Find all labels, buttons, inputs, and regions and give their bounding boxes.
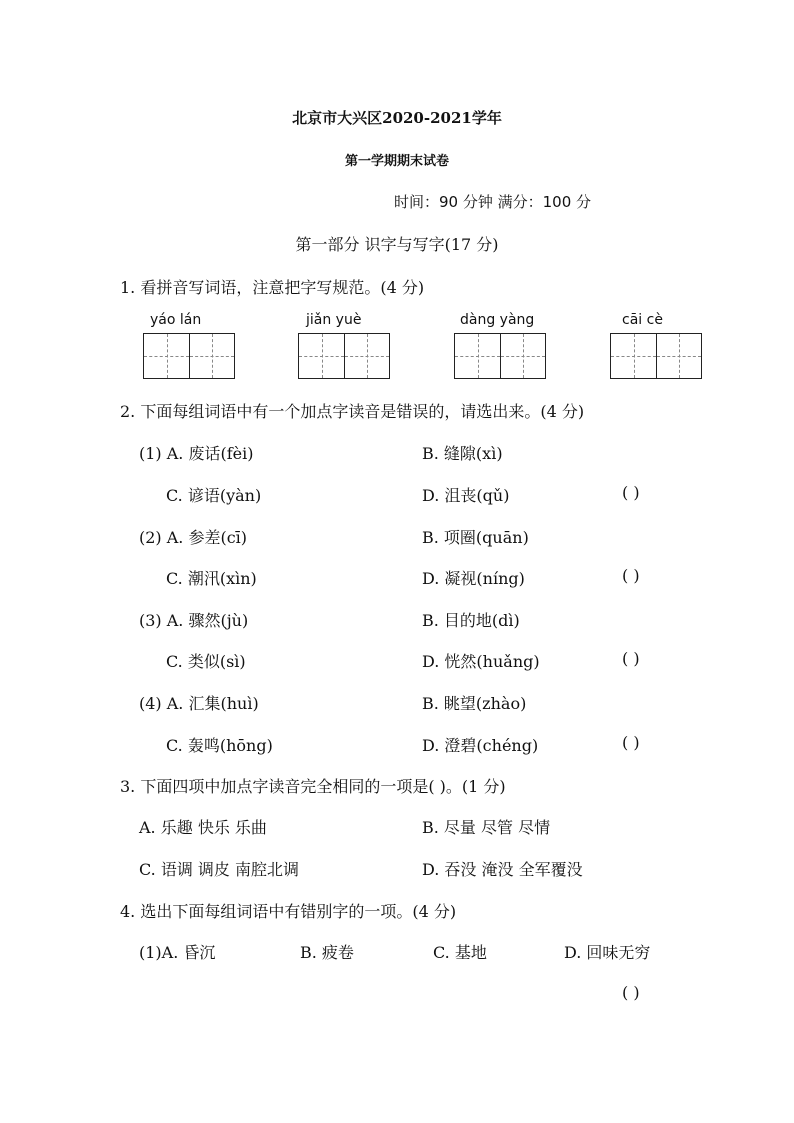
grid-cell[interactable] [500, 334, 545, 378]
option-a: A. 乐趣 快乐 乐曲 [139, 818, 267, 837]
option-d: D. 凝视(níng) [422, 569, 525, 588]
section-heading: 第一部分 识字与写字(17 分) [295, 235, 499, 254]
question-4-stem: 4. 选出下面每组词语中有错别字的一项。(4 分) [120, 902, 457, 921]
page-subtitle: 第一学期期末试卷 [344, 154, 449, 169]
writing-grid[interactable] [610, 333, 702, 379]
grid-cell[interactable] [611, 334, 656, 378]
option-c: C. 语调 调皮 南腔北调 [139, 860, 300, 879]
option-b: B. 缝隙(xì) [422, 444, 503, 463]
pinyin-label: dàng yàng [460, 312, 535, 328]
writing-grid[interactable] [454, 333, 546, 379]
option-d: D. 吞没 淹没 全军覆没 [422, 860, 583, 879]
option-b: B. 眺望(zhào) [422, 694, 527, 713]
grid-cell[interactable] [144, 334, 189, 378]
option-c: C. 基地 [433, 943, 487, 962]
option-b: B. 疲卷 [300, 943, 354, 962]
question-2-stem: 2. 下面每组词语中有一个加点字读音是错误的，请选出来。(4 分) [120, 402, 585, 421]
question-3-stem: 3. 下面四项中加点字读音完全相同的一项是( )。(1 分) [120, 777, 506, 796]
option-a: (1) A. 废话(fèi) [139, 444, 254, 463]
grid-cell[interactable] [189, 334, 234, 378]
option-c: C. 轰鸣(hōng) [166, 736, 273, 755]
option-a: (1)A. 昏沉 [139, 943, 216, 962]
option-c: C. 潮汛(xìn) [166, 569, 257, 588]
exam-meta: 时间：90 分钟 满分：100 分 [394, 193, 592, 211]
pinyin-label: yáo lán [150, 312, 202, 328]
answer-blank[interactable]: ( ) [622, 483, 640, 502]
answer-blank[interactable]: ( ) [622, 566, 640, 585]
option-c: C. 谚语(yàn) [166, 486, 262, 505]
grid-cell[interactable] [299, 334, 344, 378]
writing-grid[interactable] [298, 333, 390, 379]
option-b: B. 项圈(quān) [422, 528, 529, 547]
grid-cell[interactable] [656, 334, 701, 378]
option-d: D. 回味无穷 [564, 943, 651, 962]
option-b: B. 尽量 尽管 尽情 [422, 818, 551, 837]
grid-cell[interactable] [344, 334, 389, 378]
option-c: C. 类似(sì) [166, 652, 246, 671]
question-1-stem: 1. 看拼音写词语，注意把字写规范。(4 分) [120, 278, 425, 297]
answer-blank[interactable]: ( ) [622, 983, 640, 1002]
pinyin-label: jiǎn yuè [306, 312, 362, 328]
grid-cell[interactable] [455, 334, 500, 378]
answer-blank[interactable]: ( ) [622, 649, 640, 668]
option-d: D. 沮丧(qǔ) [422, 486, 510, 505]
option-d: D. 澄碧(chéng) [422, 736, 539, 755]
option-d: D. 恍然(huǎng) [422, 652, 540, 671]
writing-grid[interactable] [143, 333, 235, 379]
option-a: (4) A. 汇集(huì) [139, 694, 259, 713]
answer-blank[interactable]: ( ) [622, 733, 640, 752]
option-a: (2) A. 参差(cī) [139, 528, 248, 547]
page-title: 北京市大兴区2020-2021学年 [292, 109, 502, 127]
option-a: (3) A. 骤然(jù) [139, 611, 249, 630]
pinyin-label: cāi cè [622, 312, 663, 328]
option-b: B. 目的地(dì) [422, 611, 520, 630]
